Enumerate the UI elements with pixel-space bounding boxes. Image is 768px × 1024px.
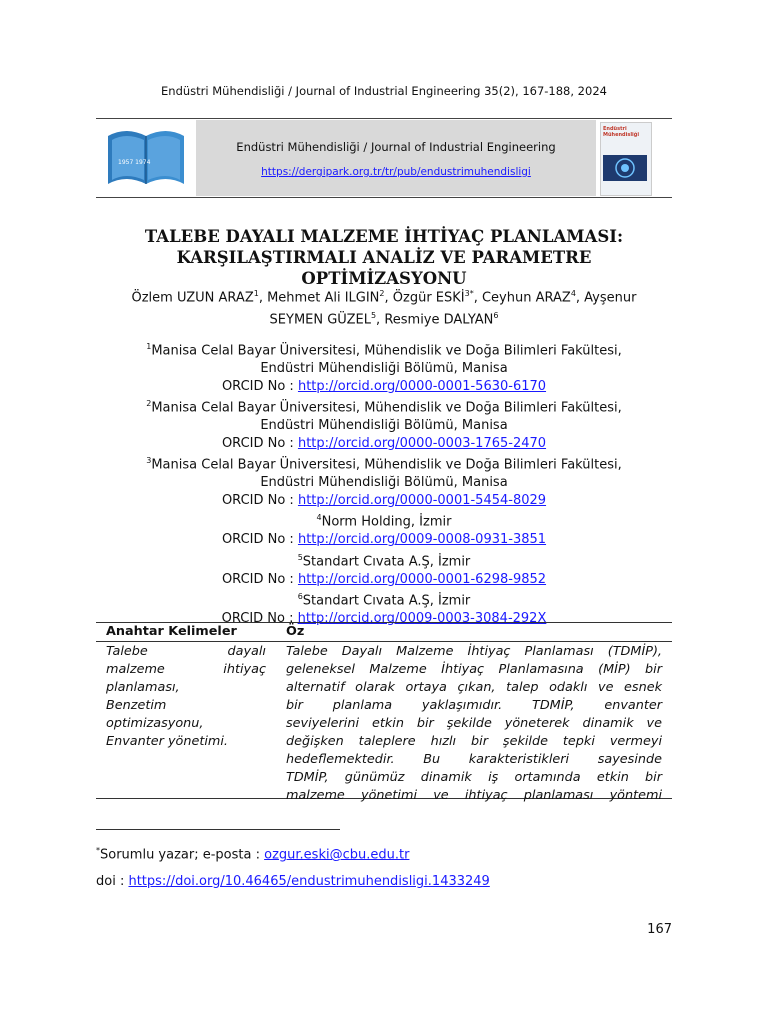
page-number: 167 bbox=[647, 922, 672, 937]
email-link[interactable]: ozgur.eski@cbu.edu.tr bbox=[264, 847, 410, 863]
abstract-header: Öz bbox=[286, 624, 305, 639]
banner-top-rule bbox=[96, 118, 672, 119]
orcid-link-1[interactable]: http://orcid.org/0000-0001-5630-6170 bbox=[297, 378, 547, 394]
author-3-sup: 3* bbox=[464, 289, 474, 298]
orcid-link-4[interactable]: http://orcid.org/0009-0008-0931-3851 bbox=[297, 532, 547, 548]
affiliation-1: $^1$Manisa Celal Bayar Üniversitesi, Mühendislik ve Doğa Bilimleri Fakültesi, Endüstri Mühendisliği Bölümü, Manisa ORCID No : http://orcid.org/0000-0001-5630-6170 bbox=[146, 342, 622, 394]
author-4: Ceyhun ARAZ bbox=[481, 290, 571, 306]
orcid-link-5[interactable]: http://orcid.org/0000-0001-6298-9852 bbox=[297, 571, 547, 587]
affiliation-3: $^3$Manisa Celal Bayar Üniversitesi, Mühendislik ve Doğa Bilimleri Fakültesi, Endüstri Mühendisliği Bölümü, Manisa ORCID No : http://orcid.org/0000-0001-5454-8029 bbox=[146, 456, 622, 508]
banner-center bbox=[196, 120, 596, 196]
cover-graphic-icon bbox=[601, 141, 651, 191]
journal-link[interactable]: https://dergipark.org.tr/tr/pub/endustrimuhendisligi bbox=[261, 166, 531, 178]
authors-block bbox=[96, 285, 672, 330]
affiliation-5: $^5$Standart Cıvata A.Ş, İzmir ORCID No : http://orcid.org/0000-0001-6298-9852 bbox=[221, 552, 547, 587]
table-header-row bbox=[96, 622, 672, 642]
paper-title bbox=[96, 226, 672, 289]
author-5-first: Ayşenur bbox=[584, 290, 637, 306]
author-2: Mehmet Ali ILGIN bbox=[267, 290, 380, 306]
doi-link[interactable]: https://doi.org/10.46465/endustrimuhendisligi.1433249 bbox=[128, 874, 490, 889]
cover-title: Endüstri Mühendisliği bbox=[603, 126, 640, 138]
orcid-link-2[interactable]: http://orcid.org/0000-0003-1765-2470 bbox=[297, 435, 547, 451]
footnote: *Sorumlu yazar; e-posta : ozgur.eski@cbu.edu.tr bbox=[96, 846, 410, 863]
affiliation-2: $^2$Manisa Celal Bayar Üniversitesi, Mühendislik ve Doğa Bilimleri Fakültesi, Endüstri Mühendisliği Bölümü, Manisa ORCID No : http://orcid.org/0000-0003-1765-2470 bbox=[146, 399, 622, 451]
author-6-sup: 6 bbox=[493, 311, 499, 321]
journal-title: Endüstri Mühendisliği / Journal of Industrial Engineering bbox=[236, 140, 556, 154]
footnote-rule bbox=[96, 829, 340, 830]
banner-bottom-rule bbox=[96, 197, 672, 198]
running-header: Endüstri Mühendisliği / Journal of Industrial Engineering 35(2), 167-188, 2024 bbox=[161, 84, 607, 98]
affiliations bbox=[96, 338, 672, 628]
affiliation-6: $^6$Standart Cıvata A.Ş, İzmir ORCID No : http://orcid.org/0009-0003-3084-292X bbox=[221, 592, 547, 627]
orcid-link-3[interactable]: http://orcid.org/0000-0001-5454-8029 bbox=[297, 492, 547, 508]
authors-line-2: SEYMEN GÜZEL$^5$, Resmiye DALYAN$^6$ bbox=[269, 311, 499, 328]
authors-line-1: Özlem UZUN ARAZ$^1$, Mehmet Ali ILGIN$^2$, Özgür $ESKİ^{3*}$, Ceyhun ARAZ$^4$, Ayşenur bbox=[131, 289, 637, 306]
keywords-header: Anahtar Kelimeler bbox=[106, 624, 237, 639]
author-5-sup: 5 bbox=[370, 311, 377, 321]
author-5-last: SEYMEN GÜZEL bbox=[269, 312, 371, 328]
keywords-list: Talebe dayalı malzeme ihtiyaç planlaması, Benzetim optimizasyonu, Envanter yönetimi. bbox=[106, 644, 266, 749]
author-1-sup: 1 bbox=[253, 289, 259, 298]
doi-line: doi : https://doi.org/10.46465/endustrimuhendisligi.1433249 bbox=[96, 874, 490, 889]
author-4-sup: 4 bbox=[570, 289, 576, 298]
keywords-abstract-table bbox=[96, 622, 672, 803]
affiliation-4: $^4$Norm Holding, İzmir ORCID No : http://orcid.org/0009-0008-0931-3851 bbox=[221, 513, 547, 548]
author-1: Özlem UZUN ARAZ bbox=[131, 290, 254, 306]
logo-text: 1957 1974 bbox=[118, 159, 151, 166]
table-body-row bbox=[96, 642, 672, 803]
abstract-text: Talebe Dayalı Malzeme İhtiyaç Planlaması (TDMİP), geleneksel Malzeme İhtiyaç Planlamasına (MİP) bir alternatif olarak ortaya çıkan, talep odaklı ve esnek bir planlama yaklaşımıdır. TDMİP, envanter seviyelerini etkin bir şekilde yöneterek dinamik ve değişken taleplere hızlı bir şekilde tepki vermeyi hedeflemektedir. Bu karakteristikleri sayesinde TDMİP, günümüz dinamik iş ortamında etkin bir malzeme yönetimi ve ihtiyaç planlaması yöntemi bbox=[286, 644, 662, 803]
journal-logo-icon bbox=[104, 124, 188, 190]
author-3: Özgür ESKİ bbox=[392, 290, 465, 306]
title-line-2: KARŞILAŞTIRMALI ANALİZ VE PARAMETRE OPTİMİZASYONU bbox=[176, 248, 592, 288]
author-6: Resmiye DALYAN bbox=[384, 312, 494, 328]
journal-banner bbox=[96, 118, 672, 198]
journal-cover-thumbnail bbox=[600, 122, 652, 196]
title-line-1: TALEBE DAYALI MALZEME İHTİYAÇ PLANLAMASI: bbox=[144, 227, 624, 246]
author-2-sup: 2 bbox=[379, 289, 385, 298]
orcid-link-6[interactable]: http://orcid.org/0009-0003-3084-292X bbox=[297, 611, 547, 627]
